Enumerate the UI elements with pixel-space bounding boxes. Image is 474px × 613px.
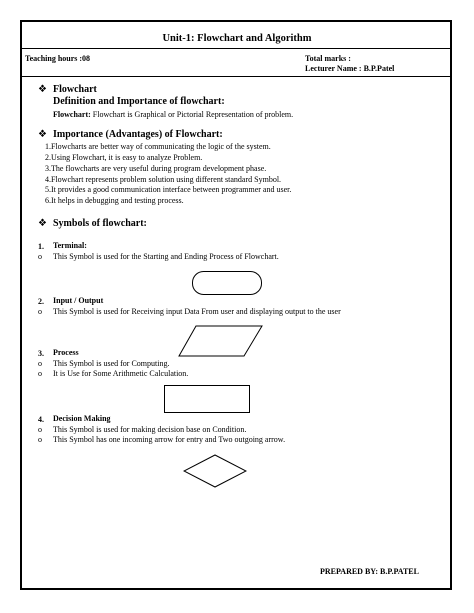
symbol-number: 3. — [38, 349, 44, 358]
definition-label: Flowchart: — [53, 110, 91, 119]
lecturer-name: Lecturer Name : B.P.Patel — [305, 64, 395, 73]
symbol-number: 2. — [38, 297, 44, 306]
input-output-title: Input / Output — [53, 296, 104, 305]
sub-bullet-icon: o — [38, 252, 42, 261]
list-item: 5.It provides a good communication interface between programmer and user. — [45, 185, 292, 194]
input-output-symbol — [178, 325, 263, 357]
diamond-bullet-icon: ❖ — [38, 84, 47, 95]
title-divider — [22, 48, 452, 49]
sub-bullet-icon: o — [38, 425, 42, 434]
input-output-desc: This Symbol is used for Receiving input Data From user and displaying output to the user — [53, 307, 341, 316]
list-item: 3.The flowcharts are very useful during program development phase. — [45, 164, 267, 173]
prepared-by: PREPARED BY: B.P.PATEL — [320, 567, 419, 576]
process-desc: This Symbol is used for Computing. — [53, 359, 170, 368]
flowchart-subheading: Definition and Importance of flowchart: — [53, 96, 225, 107]
process-desc: It is Use for Some Arithmetic Calculation. — [53, 369, 189, 378]
list-item: 1.Flowcharts are better way of communicating the logic of the system. — [45, 142, 271, 151]
list-item: 6.It helps in debugging and testing process. — [45, 196, 184, 205]
decision-desc: This Symbol is used for making decision base on Condition. — [53, 425, 247, 434]
diamond-bullet-icon: ❖ — [38, 218, 47, 229]
header-divider — [22, 76, 452, 77]
list-item: 4.Flowchart represents problem solution using different standard Symbol. — [45, 175, 282, 184]
decision-desc: This Symbol has one incoming arrow for entry and Two outgoing arrow. — [53, 435, 286, 444]
sub-bullet-icon: o — [38, 307, 42, 316]
symbol-number: 4. — [38, 415, 44, 424]
terminal-symbol — [192, 271, 262, 295]
symbol-number: 1. — [38, 242, 44, 251]
total-marks: Total marks : — [305, 54, 351, 63]
definition-text: Flowchart is Graphical or Pictorial Representation of problem. — [90, 110, 294, 119]
importance-heading: Importance (Advantages) of Flowchart: — [53, 129, 223, 140]
list-item: 2.Using Flowchart, it is easy to analyze Problem. — [45, 153, 203, 162]
sub-bullet-icon: o — [38, 369, 42, 378]
sub-bullet-icon: o — [38, 359, 42, 368]
terminal-desc: This Symbol is used for the Starting and Ending Process of Flowchart. — [53, 252, 279, 261]
decision-title: Decision Making — [53, 414, 111, 423]
decision-symbol — [183, 454, 247, 488]
diamond-bullet-icon: ❖ — [38, 129, 47, 140]
flowchart-definition — [53, 110, 293, 119]
process-symbol — [164, 385, 250, 413]
teaching-hours: Teaching hours :08 — [25, 54, 91, 63]
sub-bullet-icon: o — [38, 435, 42, 444]
terminal-title: Terminal: — [53, 241, 87, 250]
page-title: Unit-1: Flowchart and Algorithm — [162, 33, 312, 44]
process-title: Process — [53, 348, 79, 357]
symbols-heading: Symbols of flowchart: — [53, 218, 147, 229]
flowchart-heading: Flowchart — [53, 84, 97, 95]
